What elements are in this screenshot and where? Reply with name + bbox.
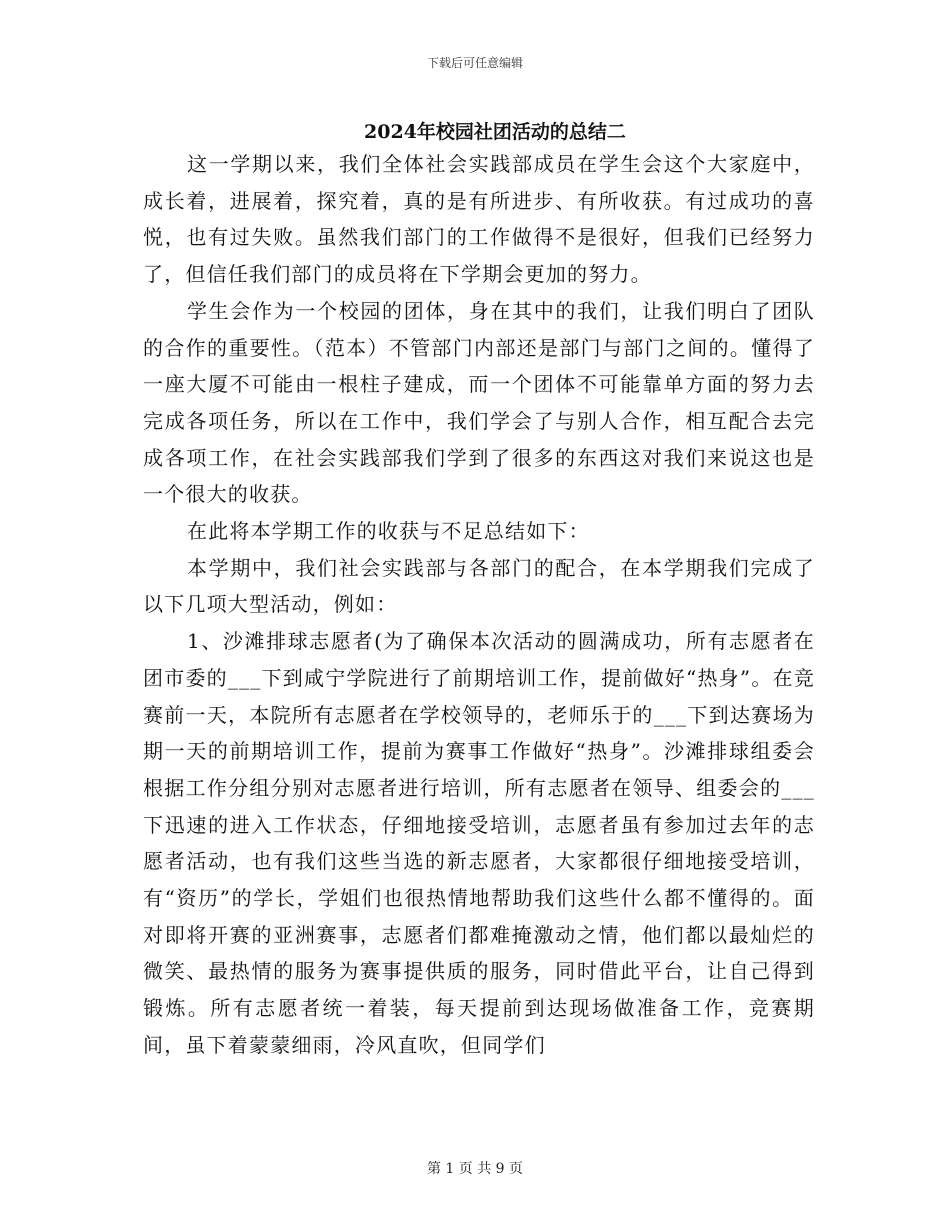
paragraph-teamwork: 学生会作为一个校园的团体，身在其中的我们，让我们明白了团队的合作的重要性。（范本）不管部门内部还是部门与部门之间的。懂得了一座大厦不可能由一根柱子建成，而一个团体不可能靠单方面的努力去完成各项任务，所以在工作中，我们学会了与别人合作，相互配合去完成各项工作，在社会实践部我们学到了很多的东西这对我们来说这也是一个很大的收获。 [143, 298, 815, 507]
page-number: 第 1 页 共 9 页 [426, 1161, 524, 1177]
paragraph-intro: 这一学期以来，我们全体社会实践部成员在学生会这个大家庭中，成长着，进展着，探究着，真的是有所进步、有所收获。有过成功的喜悦，也有过失败。虽然我们部门的工作做得不是很好，但我们已经努力了，但信任我们部门的成员将在下学期会更加的努力。 [143, 152, 815, 287]
document-title: 2024年校园社团活动的总结二 [364, 121, 626, 143]
paragraph-summary-lead: 在此将本学期工作的收获与不足总结如下： [187, 519, 590, 544]
page-header-note: 下载后可任意编辑 [426, 56, 523, 70]
paragraph-activities-lead: 本学期中，我们社会实践部与各部门的配合，在本学期我们完成了以下几项大型活动，例如： [143, 555, 815, 617]
paragraph-activity-1: 1、沙滩排球志愿者(为了确保本次活动的圆满成功，所有志愿者在团市委的___下到咸宁学院进行了前期培训工作，提前做好“热身”。在竞赛前一天，本院所有志愿者在学校领导的，老师乐于的___下到达赛场为期一天的前期培训工作，提前为赛事工作做好“热身”。沙滩排球组委会根据工作分组分别对志愿者进行培训，所有志愿者在领导、组委会的___下迅速的进入工作状态，仔细地接受培训，志愿者虽有参加过去年的志愿者活动，也有我们这些当选的新志愿者，大家都很仔细地接受培训，有“资历”的学长，学姐们也很热情地帮助我们这些什么都不懂得的。面对即将开赛的亚洲赛事，志愿者们都难掩激动之情，他们都以最灿烂的微笑、最热情的服务为赛事提供质的服务，同时借此平台，让自己得到锻炼。所有志愿者统一着装，每天提前到达现场做准备工作，竞赛期间，虽下着蒙蒙细雨，冷风直吹，但同学们 [143, 629, 815, 1057]
document-body [143, 146, 815, 1064]
